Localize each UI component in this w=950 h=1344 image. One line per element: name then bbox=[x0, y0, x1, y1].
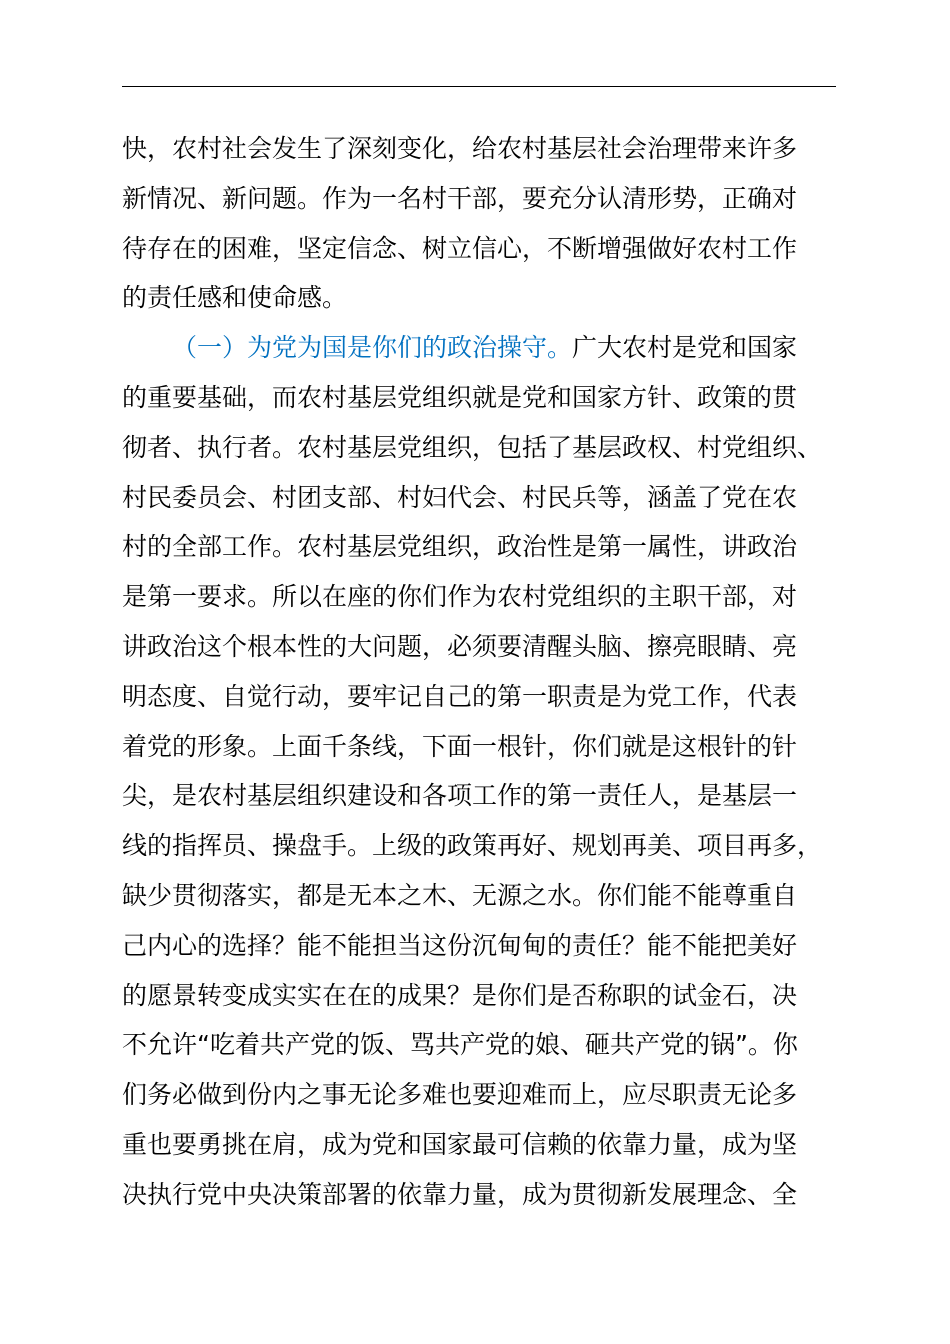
text-line: 己内心的选择？能不能担当这份沉甸甸的责任？能不能把美好 bbox=[122, 930, 798, 960]
text-line: 待存在的困难，坚定信念、树立信心，不断增强做好农村工作 bbox=[122, 233, 798, 263]
text-line: 彻者、执行者。农村基层党组织，包括了基层政权、村党组织、 bbox=[122, 432, 823, 462]
header-rule bbox=[122, 86, 836, 87]
text-line: 的责任感和使命感。 bbox=[122, 283, 348, 313]
heading-line-rest: 广大农村是党和国家 bbox=[572, 333, 798, 363]
text-line: 不允许“吃着共产党的饭、骂共产党的娘、砸共产党的锅”。你 bbox=[122, 1030, 798, 1060]
text-line: 的重要基础，而农村基层党组织就是党和国家方针、政策的贯 bbox=[122, 382, 798, 412]
paragraph-1 bbox=[122, 124, 862, 323]
text-line: 的愿景转变成实实在在的成果？是你们是否称职的试金石，决 bbox=[122, 980, 798, 1010]
text-line: 讲政治这个根本性的大问题，必须要清醒头脑、擦亮眼睛、亮 bbox=[122, 631, 798, 661]
text-line: 村的全部工作。农村基层党组织，政治性是第一属性，讲政治 bbox=[122, 532, 798, 562]
body-text bbox=[122, 124, 862, 1220]
text-line: 村民委员会、村团支部、村妇代会、村民兵等，涵盖了党在农 bbox=[122, 482, 798, 512]
text-line: 新情况、新问题。作为一名村干部，要充分认清形势，正确对 bbox=[122, 183, 798, 213]
text-line: 着党的形象。上面千条线，下面一根针，你们就是这根针的针 bbox=[122, 731, 798, 761]
text-line bbox=[122, 323, 862, 373]
text-line: 缺少贯彻落实，都是无本之木、无源之水。你们能不能尊重自 bbox=[122, 880, 798, 910]
paragraph-2 bbox=[122, 323, 862, 1219]
text-line: 线的指挥员、操盘手。上级的政策再好、规划再美、项目再多， bbox=[122, 831, 823, 861]
text-line: 重也要勇挑在肩，成为党和国家最可信赖的依靠力量，成为坚 bbox=[122, 1129, 798, 1159]
text-line: 快，农村社会发生了深刻变化，给农村基层社会治理带来许多 bbox=[122, 134, 798, 163]
text-line: 明态度、自觉行动，要牢记自己的第一职责是为党工作，代表 bbox=[122, 681, 798, 711]
text-line: 是第一要求。所以在座的你们作为农村党组织的主职干部，对 bbox=[122, 582, 798, 612]
text-line: 尖，是农村基层组织建设和各项工作的第一责任人，是基层一 bbox=[122, 781, 798, 811]
text-line: 决执行党中央决策部署的依靠力量，成为贯彻新发展理念、全 bbox=[122, 1179, 798, 1209]
text-line: 们务必做到份内之事无论多难也要迎难而上，应尽职责无论多 bbox=[122, 1080, 798, 1110]
section-heading: （一）为党为国是你们的政治操守。 bbox=[172, 333, 573, 363]
